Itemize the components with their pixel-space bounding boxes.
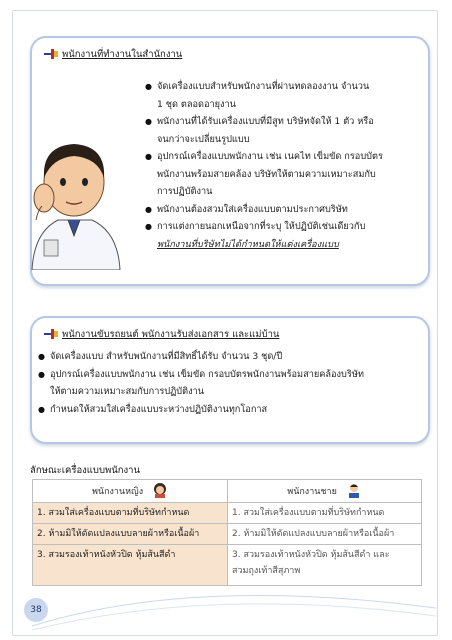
list-item: ● กำหนดให้สวมใส่เครื่องแบบระหว่างปฏิบัติงานทุกโอกาส	[38, 401, 420, 419]
table-row	[33, 524, 422, 545]
male-rule-cell: 2. ห้ามมิให้ดัดแปลงแบบลายผ้าหรือเนื้อผ้า	[228, 524, 422, 545]
table-row	[33, 545, 422, 586]
page-number-badge: 38	[24, 598, 48, 622]
woman-icon	[152, 482, 168, 501]
section1-bullet-list	[145, 78, 417, 253]
uniform-table-title: ลักษณะเครื่องแบบพนักงาน	[30, 465, 140, 476]
section2-heading: พนักงานขับรถยนต์ พนักงานรับส่งเอกสาร และแม่บ้าน	[62, 329, 280, 340]
list-item: ● จัดเครื่องแบบสำหรับพนักงานที่ผ่านทดลองงาน จำนวน 1 ชุด ตลอดอายุงาน	[145, 78, 417, 113]
man-icon	[346, 482, 362, 501]
list-item: ● อุปกรณ์เครื่องแบบพนักงาน เช่น เนคไท เข็มขัด กรอบบัตร พนักงานพร้อมสายคล้อง บริษัทให้ตามความเหมาะสมกับ การปฏิบัติงาน	[145, 148, 417, 201]
female-rule-cell: 1. สวมใส่เครื่องแบบตามที่บริษัทกำหนด	[33, 503, 228, 524]
male-column-header: พนักงานชาย	[228, 480, 422, 503]
table-row	[33, 503, 422, 524]
pushpin-icon	[44, 328, 58, 340]
female-rule-cell: 2. ห้ามมิให้ดัดแปลงแบบลายผ้าหรือเนื้อผ้า	[33, 524, 228, 545]
female-rule-cell: 3. สวมรองเท้าหนังหัวปิด หุ้มส้นสีดำ	[33, 545, 228, 586]
footer-swoosh-decoration	[12, 586, 436, 636]
uniform-comparison-table	[32, 479, 422, 586]
pushpin-icon	[44, 48, 58, 60]
list-item: ● พนักงานที่ได้รับเครื่องแบบที่มีสูท บริษัทจัดให้ 1 ตัว หรือ จนกว่าจะเปลี่ยนรูปแบบ	[145, 113, 417, 148]
thinking-man-illustration	[22, 120, 126, 270]
male-rule-cell: 1. สวมใส่เครื่องแบบตามที่บริษัทกำหนด	[228, 503, 422, 524]
female-column-header: พนักงานหญิง	[33, 480, 228, 503]
section2-bullet-list	[38, 348, 420, 418]
list-item: ● การแต่งกายนอกเหนือจากที่ระบุ ให้ปฏิบัติเช่นเดียวกับ พนักงานที่บริษัทไม่ได้กำหนดให้แต่งเครื่องแบบ	[145, 218, 417, 253]
male-rule-cell: 3. สวมรองเท้าหนังหัวปิด หุ้มส้นสีดำ และ สวมถุงเท้าสีสุภาพ	[228, 545, 422, 586]
list-item: ● จัดเครื่องแบบ สำหรับพนักงานที่มีสิทธิ์ได้รับ จำนวน 3 ชุด/ปี	[38, 348, 420, 366]
list-item: ● อุปกรณ์เครื่องแบบพนักงาน เช่น เข็มขัด กรอบบัตรพนักงานพร้อมสายคล้องบริษัท ให้ตามความเหมาะสมกับการปฏิบัติงาน	[38, 366, 420, 401]
list-item: ● พนักงานต้องสวมใส่เครื่องแบบตามประกาศบริษัท	[145, 201, 417, 219]
section1-heading: พนักงานที่ทำงานในสำนักงาน	[62, 49, 183, 60]
